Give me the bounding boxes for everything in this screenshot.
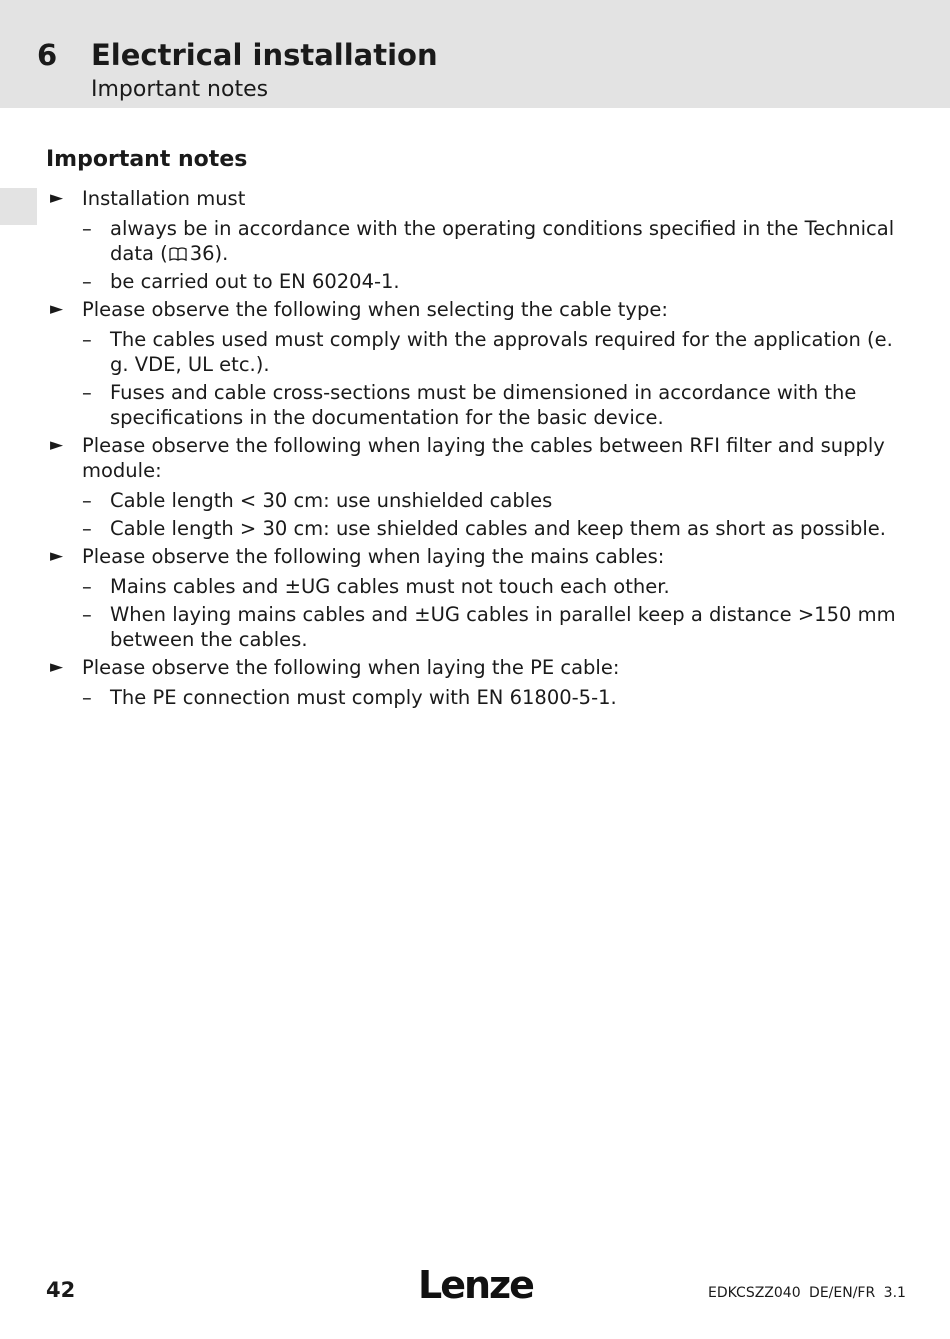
document-reference: EDKCSZZ040 DE/EN/FR 3.1 (708, 1285, 906, 1301)
dash-marker: – (82, 489, 92, 512)
list-item (46, 544, 906, 569)
sub-item-text: The cables used must comply with the approvals required for the application (e. g. VDE, UL etc.). (110, 328, 893, 376)
sub-item (46, 488, 906, 513)
bullet-arrow-icon: ► (50, 657, 64, 677)
dash-marker: – (82, 270, 92, 293)
sub-item-text: Cable length < 30 cm: use unshielded cables (110, 489, 553, 512)
sub-item-text: The PE connection must comply with EN 61800-5-1. (110, 686, 617, 709)
book-icon (169, 247, 187, 261)
notes-list (46, 186, 906, 713)
dash-marker: – (82, 217, 92, 240)
sub-item-text: be carried out to EN 60204-1. (110, 270, 400, 293)
bullet-arrow-icon: ► (50, 299, 64, 319)
dash-marker: – (82, 381, 92, 404)
sub-item (46, 516, 906, 541)
list-item-text: Please observe the following when selecting the cable type: (82, 298, 668, 321)
sub-item (46, 685, 906, 710)
sub-item (46, 574, 906, 599)
sub-item (46, 269, 906, 294)
dash-marker: – (82, 517, 92, 540)
list-item (46, 186, 906, 211)
list-item-text: Please observe the following when laying the cables between RFI filter and supply module: (82, 434, 885, 482)
sub-item (46, 602, 906, 652)
sub-item-text: Mains cables and ±UG cables must not touch each other. (110, 575, 670, 598)
page-reference[interactable]: 36). (189, 242, 229, 265)
dash-marker: – (82, 686, 92, 709)
bullet-arrow-icon: ► (50, 435, 64, 455)
list-item-text: Please observe the following when laying the PE cable: (82, 656, 620, 679)
lenze-logo: Lenze (418, 1263, 533, 1307)
page-number: 42 (46, 1278, 76, 1302)
sub-item-text: Cable length > 30 cm: use shielded cables and keep them as short as possible. (110, 517, 886, 540)
chapter-subtitle: Important notes (91, 77, 269, 102)
sub-item-text: When laying mains cables and ±UG cables in parallel keep a distance >150 mm between the cables. (110, 603, 896, 651)
dash-marker: – (82, 603, 92, 626)
dash-marker: – (82, 575, 92, 598)
sub-item-text: Fuses and cable cross-sections must be dimensioned in accordance with the specifications in the documentation for the basic device. (110, 381, 857, 429)
list-item (46, 297, 906, 322)
sub-item (46, 216, 906, 266)
sub-item (46, 327, 906, 377)
list-item-text: Please observe the following when laying the mains cables: (82, 545, 665, 568)
list-item (46, 433, 906, 483)
list-item (46, 655, 906, 680)
chapter-number: 6 (37, 38, 58, 72)
chapter-title: Electrical installation (91, 38, 438, 72)
list-item-text: Installation must (82, 187, 246, 210)
bullet-arrow-icon: ► (50, 188, 64, 208)
side-tab-marker (0, 188, 37, 225)
sub-item (46, 380, 906, 430)
bullet-arrow-icon: ► (50, 546, 64, 566)
sub-item-text: always be in accordance with the operating conditions specified in the Technical data ( (110, 217, 895, 265)
section-heading: Important notes (46, 147, 248, 172)
dash-marker: – (82, 328, 92, 351)
